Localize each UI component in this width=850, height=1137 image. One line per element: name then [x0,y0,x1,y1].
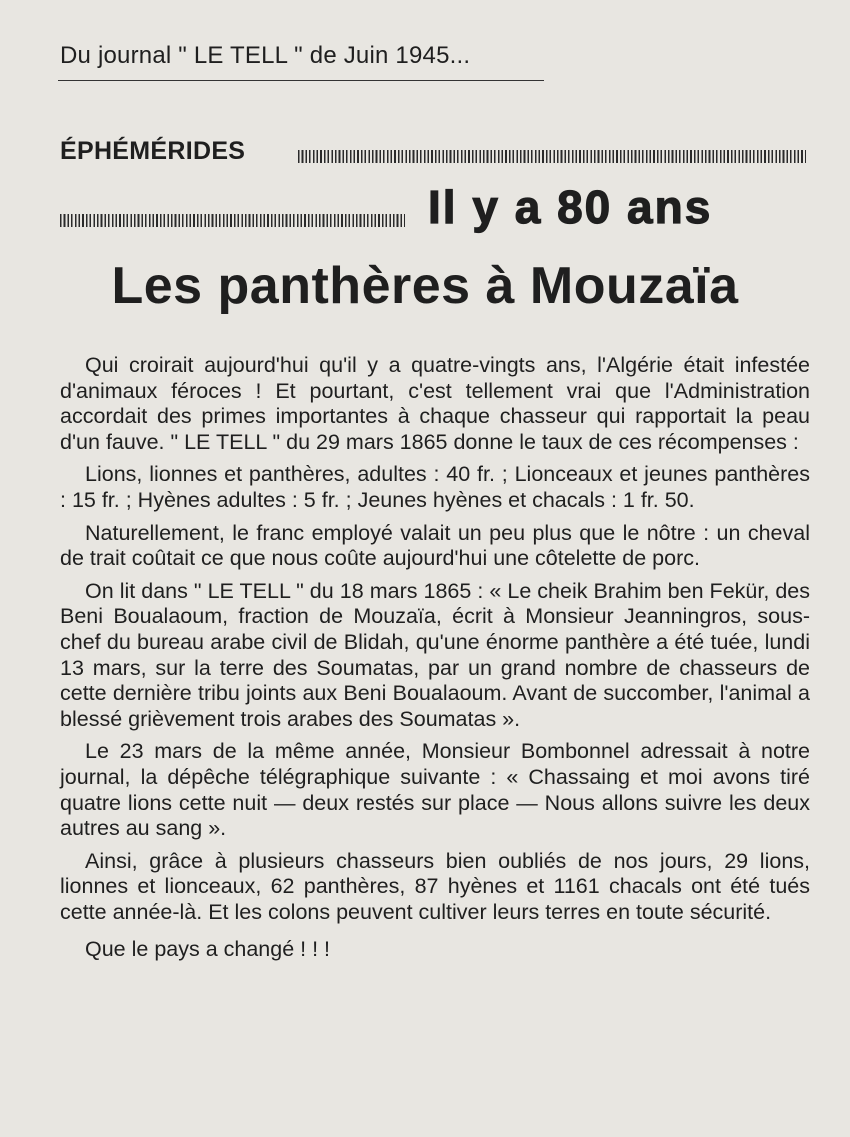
paragraph: Le 23 mars de la même année, Monsieur Bombonnel adressait à notre journal, la dépêche télégraphique suivante : « Chassaing et moi avons tiré quatre lions cette nuit — deux restés sur place — Nous allons suivre les deux autres au sang ». [60,739,810,841]
paragraph: On lit dans " LE TELL " du 18 mars 1865 : « Le cheik Brahim ben Fekür, des Beni Boualaoum, fraction de Mouzaïa, écrit à Monsieur Jeanningros, sous-chef du bureau arabe civil de Blidah, qu'une énorme panthère a été tuée, lundi 13 mars, sur la terre des Soumatas, par un grand nombre de chasseurs de cette dernière tribu joints aux Beni Boualaoum. Avant de succomber, l'animal a blessé grièvement trois arabes des Soumatas ». [60,578,810,731]
closing-line: Que le pays a changé ! ! ! [85,937,331,962]
paragraph: Lions, lionnes et panthères, adultes : 40 fr. ; Lionceaux et jeunes panthères : 15 fr. ; Hyènes adultes : 5 fr. ; Jeunes hyènes et chacals : 1 fr. 50. [60,462,810,512]
headline: Les panthères à Mouzaïa [111,257,739,315]
article-body [60,353,810,970]
source-line: Du journal " LE TELL " de Juin 1945... [60,42,471,69]
paragraph: Naturellement, le franc employé valait un peu plus que le nôtre : un cheval de trait coûtait ce que nous coûte aujourd'hui une côtelette de porc. [60,520,810,571]
paragraph: Ainsi, grâce à plusieurs chasseurs bien oubliés de nos jours, 29 lions, lionnes et lionceaux, 62 panthères, 87 hyènes et 1161 chacals ont été tués cette année-là. Et les colons peuvent cultiver leurs terres en toute sécurité. [60,848,810,924]
hatched-rule-bottom [60,214,405,227]
hatched-rule-top [298,150,806,163]
rubric-label: ÉPHÉMÉRIDES [60,137,246,165]
paragraph: Qui croirait aujourd'hui qu'il y a quatre-vingts ans, l'Algérie était infestée d'animaux féroces ! Et pourtant, c'est tellement vrai que l'Administration accordait des primes importantes à chaque chasseur qui rapportait la peau d'un fauve. " LE TELL " du 29 mars 1865 donne le taux de ces récompenses : [60,353,810,454]
kicker-title: Il y a 80 ans [428,181,713,233]
source-underline [58,80,544,81]
